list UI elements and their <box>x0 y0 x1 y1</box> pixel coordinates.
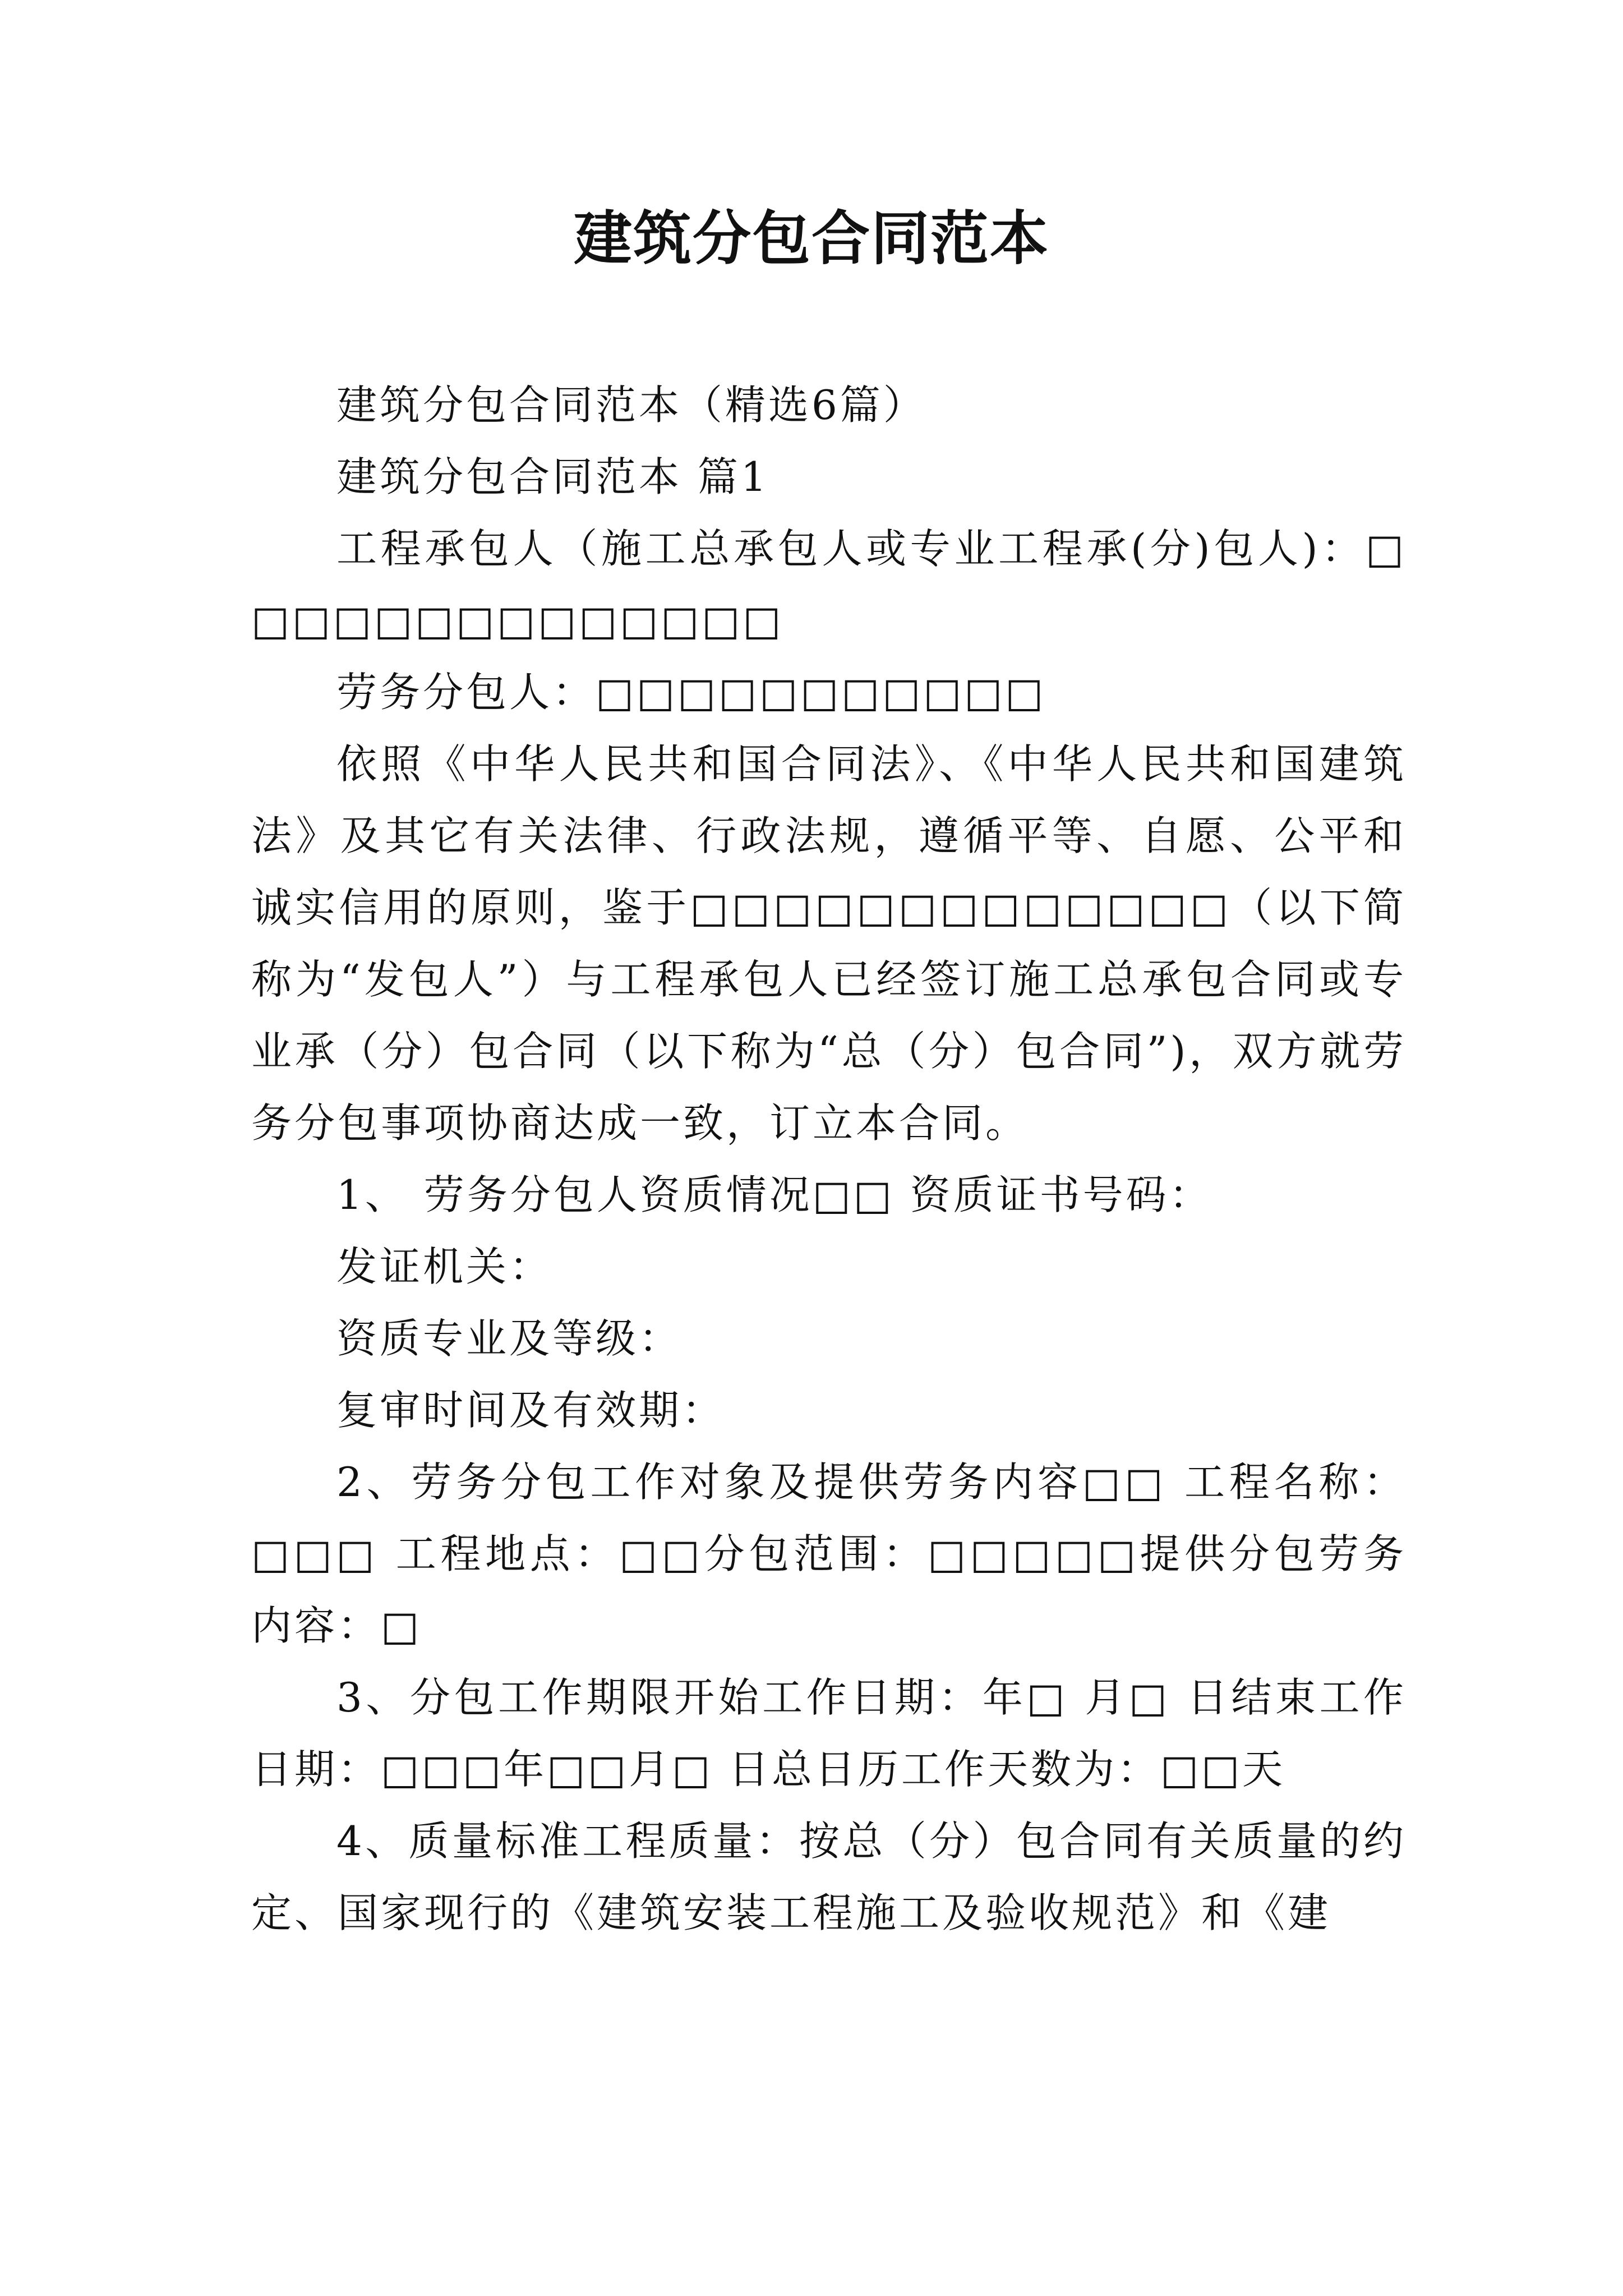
document-title: 建筑分包合同范本 <box>573 204 1049 273</box>
paragraph-section-heading: 建筑分包合同范本 篇1 <box>336 453 769 500</box>
paragraph-subtitle: 建筑分包合同范本（精选6篇） <box>336 381 926 429</box>
paragraph-review-validity: 复审时间及有效期： <box>336 1387 726 1434</box>
document-body <box>251 369 1407 1949</box>
paragraph-issuing-authority: 发证机关： <box>336 1243 553 1290</box>
paragraph-quality-standard: 4、质量标准工程质量：按总（分）包合同有关质量的约定、国家现行的《建筑安装工程施工及验收规范》和《建 <box>251 1818 1407 1936</box>
paragraph-preamble: 依照《中华人民共和国合同法》、《中华人民共和国建筑法》及其它有关法律、行政法规，遵循平等、自愿、公平和诚实信用的原则，鉴于□□□□□□□□□□□□□（以下简称为“发包人”）与工程承包人已经签订施工总承包合同或专业承（分）包合同（以下称为“总（分）包合同”)，双方就劳务分包事项协商达成一致，订立本合同。 <box>251 740 1407 1147</box>
paragraph-qualification: 1、 劳务分包人资质情况□□ 资质证书号码： <box>336 1171 1212 1218</box>
paragraph-work-scope: 2、劳务分包工作对象及提供劳务内容□□ 工程名称：□□□ 工程地点：□□分包范围：□□□□□提供分包劳务内容：□ <box>251 1458 1407 1649</box>
paragraph-contractor: 工程承包人（施工总承包人或专业工程承(分)包人)：□□□□□□□□□□□□□□ <box>251 525 1407 644</box>
paragraph-work-period: 3、分包工作期限开始工作日期：年□ 月□ 日结束工作日期：□□□年□□月□ 日总日历工作天数为：□□天 <box>251 1674 1407 1793</box>
paragraph-subcontractor: 劳务分包人：□□□□□□□□□□□ <box>336 669 1046 716</box>
paragraph-qualification-grade: 资质专业及等级： <box>336 1315 683 1362</box>
